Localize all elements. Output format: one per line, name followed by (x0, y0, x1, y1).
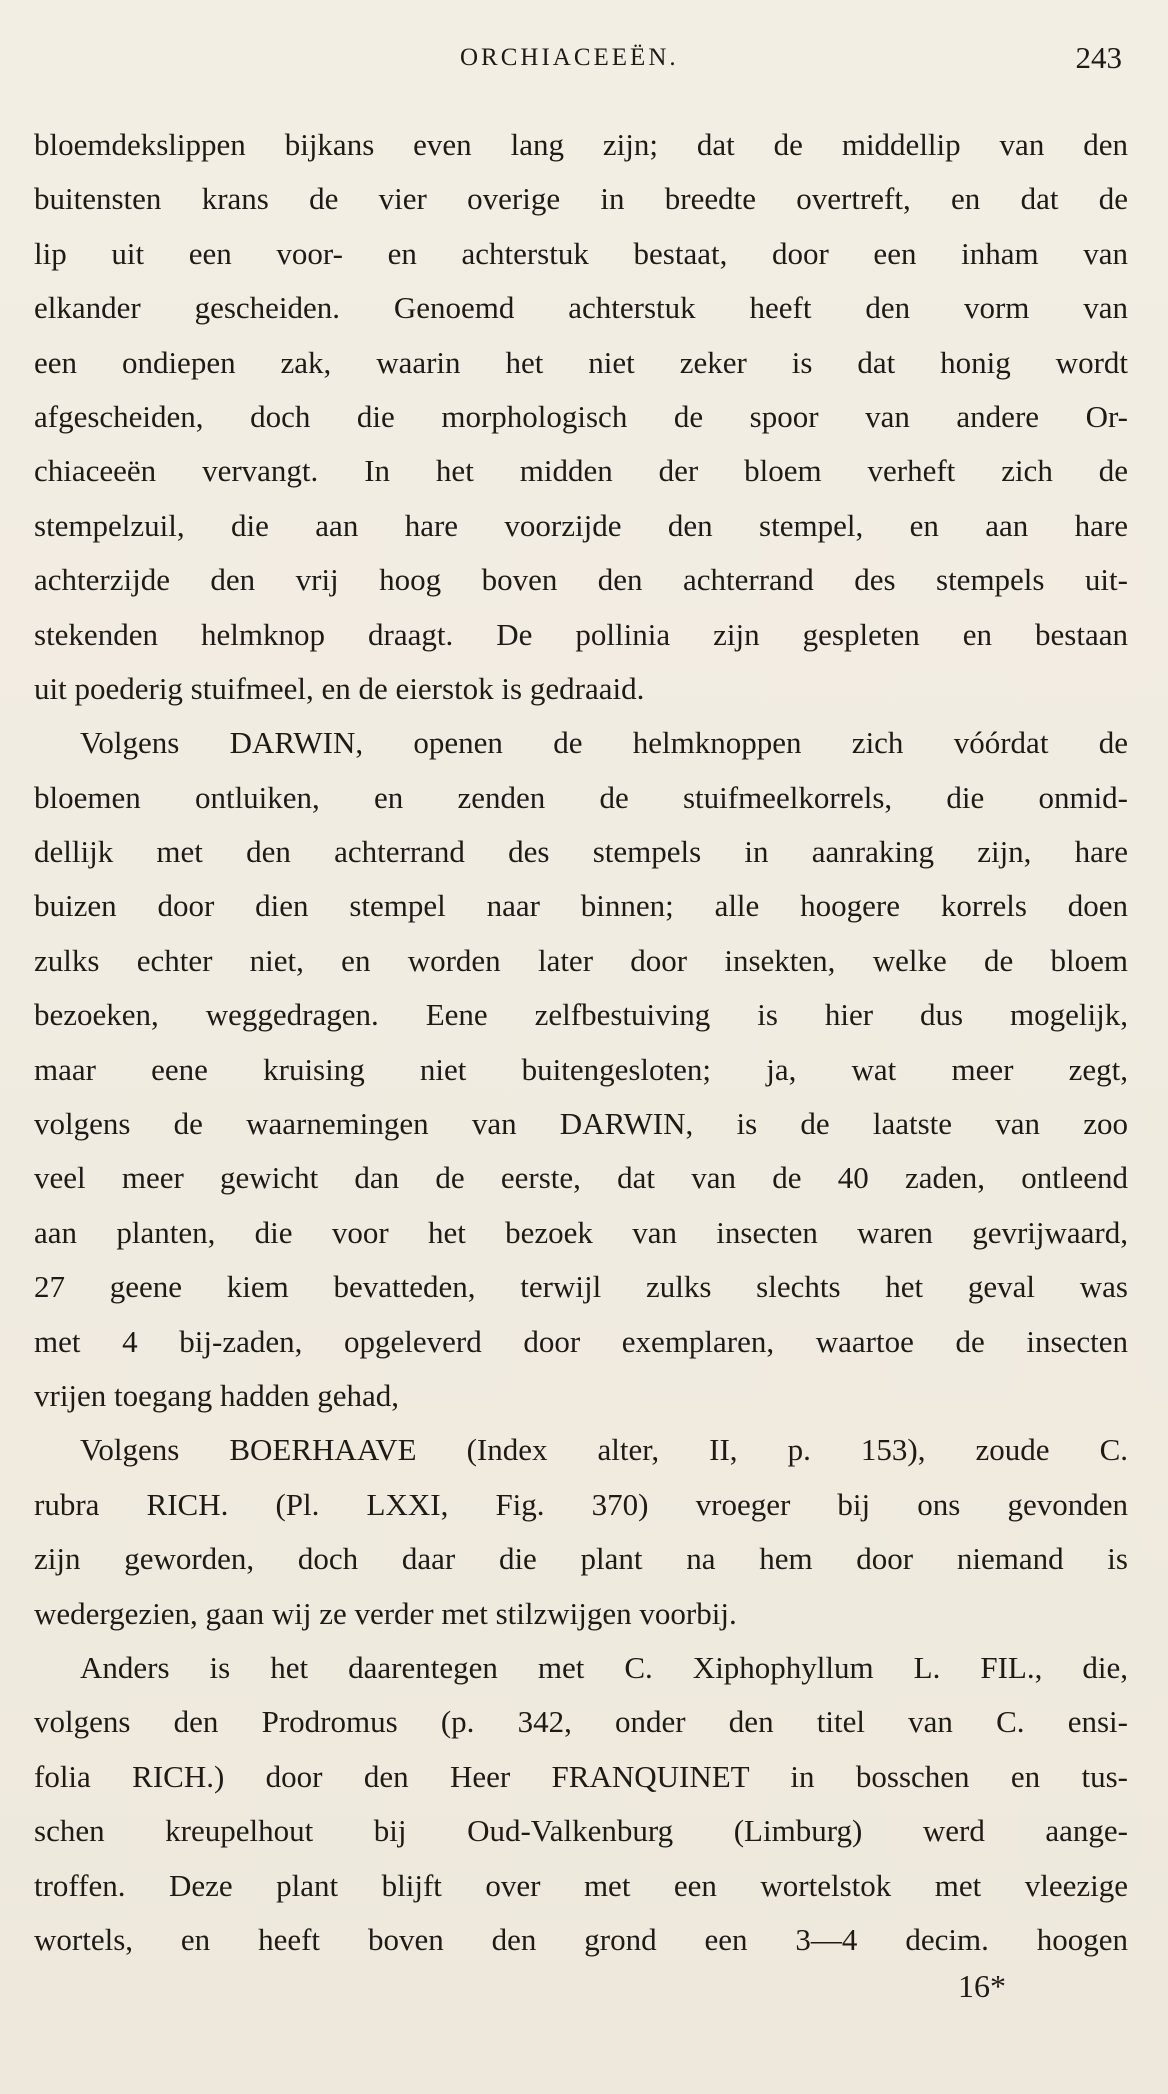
text-line: 27 geene kiem bevatteden, terwijl zulks slechts het geval was (34, 1269, 1128, 1305)
text-line: wedergezien, gaan wij ze verder met stilzwijgen voorbij. (34, 1595, 737, 1631)
text-line: zijn geworden, doch daar die plant na hem door niemand is (34, 1541, 1128, 1577)
text-line: achterzijde den vrij hoog boven den achterrand des stempels uit- (34, 562, 1128, 598)
text-line: elkander gescheiden. Genoemd achterstuk heeft den vorm van (34, 290, 1128, 326)
text-line: volgens de waarnemingen van DARWIN, is de laatste van zoo (34, 1106, 1128, 1142)
text-line: zulks echter niet, en worden later door insekten, welke de bloem (34, 942, 1128, 978)
signature-mark: 16* (958, 1968, 1006, 2004)
text-line: schen kreupelhout bij Oud-Valkenburg (Limburg) werd aange- (34, 1813, 1128, 1849)
text-line: folia RICH.) door den Heer FRANQUINET in bosschen en tus- (34, 1758, 1128, 1794)
text-line: afgescheiden, doch die morphologisch de spoor van andere Or- (34, 398, 1128, 434)
text-line: veel meer gewicht dan de eerste, dat van de 40 zaden, ontleend (34, 1160, 1128, 1196)
page-number: 243 (1075, 40, 1122, 75)
paragraph-start-line: Volgens DARWIN, openen de helmknoppen zich vóórdat de (80, 725, 1128, 761)
text-line: lip uit een voor- en achterstuk bestaat, door een inham van (34, 235, 1128, 271)
running-title: ORCHIACEEËN. (460, 44, 679, 71)
text-line: stempelzuil, die aan hare voorzijde den stempel, en aan hare (34, 507, 1128, 543)
text-line: troffen. Deze plant blijft over met een wortelstok met vleezige (34, 1867, 1128, 1903)
text-line: bloemen ontluiken, en zenden de stuifmeelkorrels, die onmid- (34, 779, 1128, 815)
text-line: buitensten krans de vier overige in breedte overtreft, en dat de (34, 181, 1128, 217)
text-line: uit poederig stuifmeel, en de eierstok is gedraaid. (34, 670, 645, 706)
text-line: buizen door dien stempel naar binnen; alle hoogere korrels doen (34, 888, 1128, 924)
text-line: rubra RICH. (Pl. LXXI, Fig. 370) vroeger bij ons gevonden (34, 1486, 1128, 1522)
paragraph-start-line: Volgens BOERHAAVE (Index alter, II, p. 153), zoude C. (80, 1432, 1128, 1468)
text-line: volgens den Prodromus (p. 342, onder den titel van C. ensi- (34, 1704, 1128, 1740)
text-line: vrijen toegang hadden gehad, (34, 1377, 399, 1413)
text-line: stekenden helmknop draagt. De pollinia zijn gespleten en bestaan (34, 616, 1128, 652)
text-line: bloemdekslippen bijkans even lang zijn; dat de middellip van den (34, 127, 1128, 162)
paragraph-start-line: Anders is het daarentegen met C. Xiphophyllum L. FIL., die, (80, 1649, 1128, 1685)
text-line: bezoeken, weggedragen. Eene zelfbestuiving is hier dus mogelijk, (34, 997, 1128, 1033)
running-head (0, 40, 1168, 80)
text-line: wortels, en heeft boven den grond een 3—4 decim. hoogen (34, 1921, 1128, 1957)
body-text (34, 118, 1128, 1967)
text-line: een ondiepen zak, waarin het niet zeker is dat honig wordt (34, 344, 1128, 380)
text-line: chiaceeën vervangt. In het midden der bloem verheft zich de (34, 453, 1128, 489)
text-line: met 4 bij-zaden, opgeleverd door exemplaren, waartoe de insecten (34, 1323, 1128, 1359)
text-line: aan planten, die voor het bezoek van insecten waren gevrijwaard, (34, 1214, 1128, 1250)
text-line: maar eene kruising niet buitengesloten; ja, wat meer zegt, (34, 1051, 1128, 1087)
text-line: dellijk met den achterrand des stempels in aanraking zijn, hare (34, 834, 1128, 870)
